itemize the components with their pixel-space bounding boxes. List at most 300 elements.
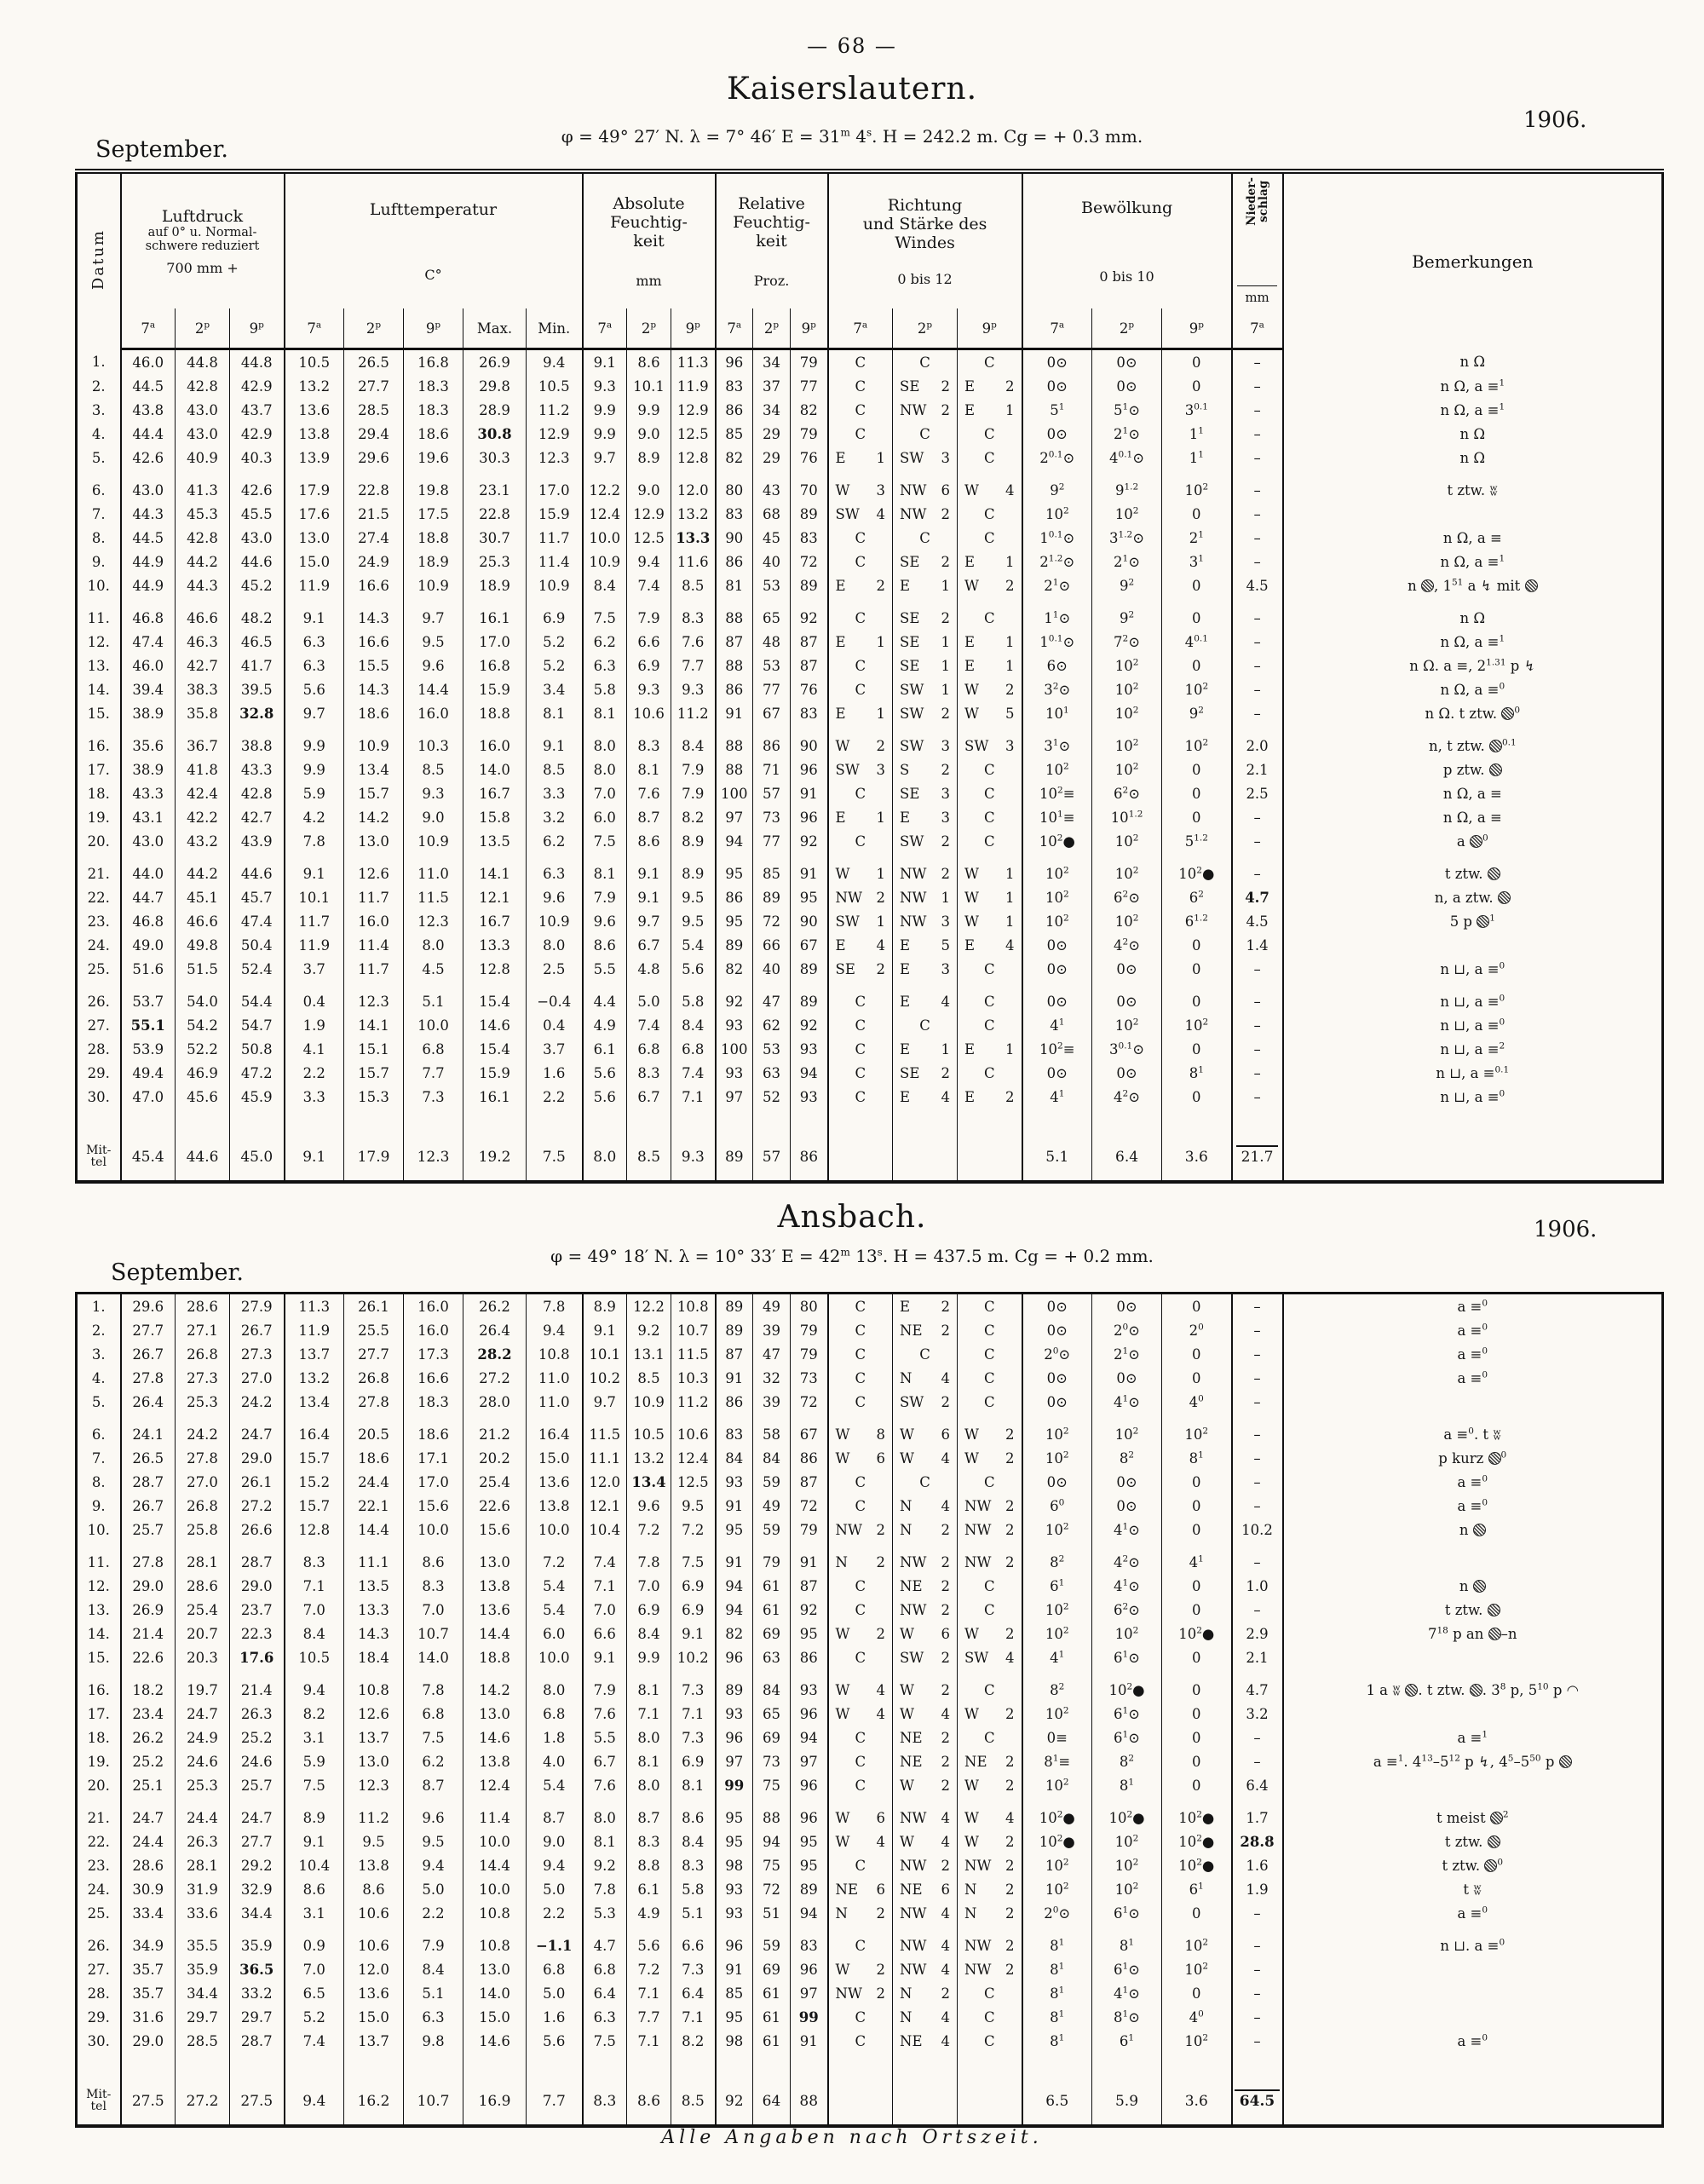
value-cell: $8^2$ — [1092, 1446, 1162, 1470]
value-cell: 7.7 — [627, 2005, 671, 2029]
value-cell: – — [1232, 1085, 1283, 1109]
value-cell: 13.2 — [671, 502, 716, 526]
value-cell: 69 — [753, 1957, 791, 1981]
value-cell: 67 — [753, 701, 791, 725]
gap-cell — [893, 1414, 958, 1422]
value-cell: C — [828, 422, 893, 446]
value-cell: 11.7 — [285, 909, 344, 933]
gap-cell — [176, 597, 230, 606]
value-cell: – — [1232, 1013, 1283, 1037]
value-cell: 27.0 — [176, 1470, 230, 1494]
value-cell: 84 — [753, 1678, 791, 1702]
value-cell: 1.8 — [527, 1726, 583, 1749]
gap-cell — [828, 1541, 893, 1550]
value-cell: 96 — [791, 758, 828, 781]
value-cell: 98 — [716, 1853, 753, 1877]
value-cell: C — [958, 1294, 1022, 1319]
value-cell: 6.9 — [627, 654, 671, 677]
datum-cell: 10. — [77, 1518, 121, 1541]
value-cell: 7.0 — [285, 1957, 344, 1981]
value-cell: 15.6 — [463, 1518, 527, 1541]
value-cell: 90 — [716, 526, 753, 550]
gap-cell — [828, 1669, 893, 1678]
datum-cell: 28. — [77, 1981, 121, 2005]
value-cell: $6^1⊙$ — [1092, 1957, 1162, 1981]
value-cell: 89 — [716, 1134, 753, 1182]
value-cell: 8.1 — [627, 758, 671, 781]
value-cell: 24.2 — [230, 1390, 285, 1414]
gap-cell — [583, 1541, 627, 1550]
value-cell: 7.5 — [583, 2029, 627, 2053]
value-cell: 76 — [791, 446, 828, 470]
gap-cell — [176, 1541, 230, 1550]
value-cell: 9.3 — [671, 1134, 716, 1182]
gap-cell — [1022, 1414, 1092, 1422]
value-cell: $5^1$ — [1022, 398, 1092, 422]
value-cell: 28.1 — [176, 1550, 230, 1574]
value-cell: 11.6 — [671, 550, 716, 573]
gap-cell — [1162, 1414, 1232, 1422]
value-cell: 16.9 — [463, 2078, 527, 2126]
value-cell: W 8 — [828, 1422, 893, 1446]
kaiserslautern-body — [77, 349, 1663, 1183]
value-cell: E 1 — [828, 630, 893, 654]
bemerkung-cell: p ztw. — [1283, 758, 1663, 781]
value-cell: C — [828, 1318, 893, 1342]
value-cell: 14.1 — [463, 861, 527, 885]
value-cell: 24.1 — [121, 1422, 176, 1446]
value-cell: 96 — [716, 1645, 753, 1669]
value-cell: 44.7 — [121, 885, 176, 909]
value-cell: $3^1$ — [1162, 550, 1232, 573]
value-cell: 10.9 — [583, 550, 627, 573]
value-cell: 22.8 — [463, 502, 527, 526]
value-cell: SE 2 — [893, 374, 958, 398]
value-cell: C — [958, 758, 1022, 781]
value-cell: 10.0 — [463, 1877, 527, 1901]
value-cell: 0 — [1162, 654, 1232, 677]
value-cell: 8.0 — [627, 1773, 671, 1797]
value-cell: 9.9 — [285, 758, 344, 781]
value-cell: C — [958, 2029, 1022, 2053]
gap-cell — [77, 981, 121, 989]
value-cell: W 2 — [958, 1622, 1022, 1645]
value-cell: 65 — [753, 606, 791, 630]
value-cell: 8.5 — [671, 2078, 716, 2126]
value-cell: 5.5 — [583, 957, 627, 981]
gap-cell — [893, 725, 958, 734]
gap-cell — [716, 1797, 753, 1806]
bemerkung-cell — [1283, 933, 1663, 957]
gap-cell — [176, 470, 230, 478]
value-cell: 43.9 — [230, 829, 285, 853]
table-row — [77, 885, 1663, 909]
value-cell: 7.9 — [671, 758, 716, 781]
value-cell: NE 6 — [828, 1877, 893, 1901]
value-cell: 38.9 — [121, 701, 176, 725]
value-cell: 13.0 — [463, 1550, 527, 1574]
value-cell: 42.9 — [230, 422, 285, 446]
value-cell: 13.8 — [527, 1494, 583, 1518]
value-cell: $10^2$ — [1092, 861, 1162, 885]
value-cell: 13.0 — [285, 526, 344, 550]
gap-cell — [753, 1414, 791, 1422]
gap-cell — [1092, 1541, 1162, 1550]
table-row — [77, 1957, 1663, 1981]
gap-cell — [1092, 2053, 1162, 2078]
value-cell: NW 2 — [893, 1598, 958, 1622]
value-cell: 30.7 — [463, 526, 527, 550]
gap-cell — [285, 725, 344, 734]
value-cell: 17.1 — [404, 1446, 463, 1470]
value-cell: – — [1232, 398, 1283, 422]
value-cell: 18.9 — [463, 573, 527, 597]
value-cell: 10.9 — [344, 734, 404, 758]
value-cell: E 1 — [958, 654, 1022, 677]
value-cell: $4^2⊙$ — [1092, 1085, 1162, 1109]
value-cell: 77 — [791, 374, 828, 398]
value-cell: 17.9 — [344, 1134, 404, 1182]
value-cell: $10^2$ — [1092, 1830, 1162, 1853]
mittel-row — [77, 2078, 1663, 2126]
value-cell: 44.6 — [230, 861, 285, 885]
datum-cell: 23. — [77, 909, 121, 933]
value-cell: 77 — [753, 677, 791, 701]
value-cell: 91 — [791, 2029, 828, 2053]
value-cell: 7.9 — [671, 781, 716, 805]
value-cell: 15.2 — [285, 1470, 344, 1494]
value-cell: 6.3 — [404, 2005, 463, 2029]
value-cell: NE 2 — [893, 1749, 958, 1773]
value-cell: 18.6 — [344, 701, 404, 725]
gap-cell — [121, 1414, 176, 1422]
value-cell: 61 — [753, 1574, 791, 1598]
value-cell: SW 1 — [828, 909, 893, 933]
value-cell: 83 — [791, 701, 828, 725]
value-cell: E 1 — [828, 446, 893, 470]
bemerkung-cell: t ztw. $^0$ — [1283, 1853, 1663, 1877]
value-cell: 10.4 — [285, 1853, 344, 1877]
value-cell: 6.7 — [627, 933, 671, 957]
value-cell: 13.5 — [344, 1574, 404, 1598]
value-cell: 64.5 — [1232, 2078, 1283, 2126]
value-cell: 25.7 — [230, 1773, 285, 1797]
gap-cell — [671, 1414, 716, 1422]
value-cell: 53 — [753, 654, 791, 677]
value-cell: 35.7 — [121, 1957, 176, 1981]
gap-cell — [527, 1925, 583, 1933]
bemerkung-cell: a ≡$^0$ — [1283, 2029, 1663, 2053]
value-cell: 11.7 — [344, 957, 404, 981]
gap-cell — [404, 1669, 463, 1678]
value-cell: 86 — [716, 885, 753, 909]
table-row — [77, 398, 1663, 422]
gap-cell — [463, 1797, 527, 1806]
bemerkung-cell: n, a ztw. — [1283, 885, 1663, 909]
value-cell: C — [828, 829, 893, 853]
value-cell: 27.8 — [176, 1446, 230, 1470]
value-cell: 24.7 — [230, 1422, 285, 1446]
group-gap-row — [77, 470, 1663, 478]
bemerkung-cell: a $^0$ — [1283, 829, 1663, 853]
table-row — [77, 2005, 1663, 2029]
value-cell: 0⊙ — [1022, 1061, 1092, 1085]
bemerkung-cell — [1283, 1550, 1663, 1574]
gap-cell — [893, 2053, 958, 2078]
value-cell: 7.6 — [583, 1773, 627, 1797]
gap-cell — [893, 470, 958, 478]
value-cell: 7.8 — [404, 1678, 463, 1702]
value-cell: 6.8 — [527, 1702, 583, 1726]
value-cell: 12.5 — [627, 526, 671, 550]
gap-cell — [77, 597, 121, 606]
value-cell: 76 — [791, 677, 828, 701]
value-cell: 13.2 — [627, 1446, 671, 1470]
value-cell: 33.6 — [176, 1901, 230, 1925]
value-cell: 15.1 — [344, 1037, 404, 1061]
value-cell: 97 — [791, 1981, 828, 2005]
gap-cell — [1232, 470, 1283, 478]
value-cell: 27.8 — [121, 1366, 176, 1390]
value-cell: SW 3 — [893, 446, 958, 470]
table-row — [77, 1470, 1663, 1494]
value-cell: 9.1 — [627, 861, 671, 885]
value-cell: 88 — [716, 758, 753, 781]
value-cell: 13.3 — [671, 526, 716, 550]
value-cell: $10^2●$ — [1022, 1830, 1092, 1853]
value-cell: 27.2 — [176, 2078, 230, 2126]
value-cell: W 4 — [893, 1830, 958, 1853]
gap-cell — [753, 470, 791, 478]
value-cell: 9.1 — [671, 1622, 716, 1645]
value-cell: 50.8 — [230, 1037, 285, 1061]
value-cell: 94 — [791, 1726, 828, 1749]
value-cell: 2.1 — [1232, 1645, 1283, 1669]
value-cell: W 4 — [893, 1446, 958, 1470]
value-cell: N 2 — [893, 1518, 958, 1541]
value-cell: 7.1 — [285, 1574, 344, 1598]
value-cell: NE 2 — [958, 1749, 1022, 1773]
gap-cell — [791, 597, 828, 606]
value-cell: $6^0$ — [1022, 1494, 1092, 1518]
gap-cell — [1162, 853, 1232, 861]
value-cell: 7.3 — [671, 1726, 716, 1749]
col-relative-feuchtigkeit: Relative Feuchtig- keit Proz. — [716, 171, 828, 308]
value-cell: 9.5 — [671, 885, 716, 909]
value-cell: 8.0 — [404, 933, 463, 957]
value-cell: – — [1232, 829, 1283, 853]
gap-cell — [716, 1109, 753, 1134]
value-cell: $10^2$ — [1092, 654, 1162, 677]
gap-cell — [1162, 470, 1232, 478]
value-cell: 87 — [791, 654, 828, 677]
value-cell: NW 2 — [893, 398, 958, 422]
value-cell: 17.5 — [404, 502, 463, 526]
value-cell: 8.2 — [671, 805, 716, 829]
value-cell: 95 — [716, 861, 753, 885]
value-cell: 8.4 — [671, 1830, 716, 1853]
bemerkung-cell: n ⊔, a ≡$^0$ — [1283, 1085, 1663, 1109]
month-label-kaiserslautern: September. — [95, 136, 228, 163]
value-cell: $4^1⊙$ — [1092, 1390, 1162, 1414]
value-cell: NE 6 — [893, 1877, 958, 1901]
value-cell: 1.6 — [527, 2005, 583, 2029]
value-cell: 8.6 — [627, 349, 671, 375]
value-cell: 34.4 — [230, 1901, 285, 1925]
value-cell: 6.6 — [671, 1933, 716, 1957]
value-cell: C — [893, 1470, 958, 1494]
value-cell: 13.5 — [463, 829, 527, 853]
value-cell: 10.2 — [583, 1366, 627, 1390]
value-cell: 83 — [716, 502, 753, 526]
value-cell: 44.6 — [230, 550, 285, 573]
table-row — [77, 1294, 1663, 1319]
subheader-times: 7$^a$ 2$^p$ 9$^p$ 7$^a$ 2$^p$ 9$^p$ Max. Min. 7$^a$ 2$^p$ 9$^p$ 7$^a$ 2$^p$ 9$^p$ 7$^a$ 2$^p$ 9$^p$ 7$^a$ 2$^p$ 9$^p$ 7$^a$ — [77, 308, 1663, 349]
value-cell — [958, 1134, 1022, 1182]
value-cell: 13.8 — [463, 1574, 527, 1598]
gap-cell — [583, 853, 627, 861]
bemerkung-cell — [1283, 2078, 1663, 2126]
value-cell: NW 4 — [893, 1933, 958, 1957]
value-cell: 4.1 — [285, 1037, 344, 1061]
value-cell: 0 — [1162, 933, 1232, 957]
value-cell: $10^1$ — [1022, 701, 1092, 725]
table-row — [77, 502, 1663, 526]
gap-cell — [77, 853, 121, 861]
value-cell: 24.4 — [121, 1830, 176, 1853]
gap-cell — [285, 981, 344, 989]
value-cell: 27.7 — [230, 1830, 285, 1853]
value-cell: – — [1232, 374, 1283, 398]
value-cell: 5.1 — [1022, 1134, 1092, 1182]
value-cell: 12.9 — [527, 422, 583, 446]
gap-cell — [893, 1797, 958, 1806]
value-cell: 80 — [791, 1294, 828, 1319]
value-cell: 85 — [716, 1981, 753, 2005]
value-cell: – — [1232, 1726, 1283, 1749]
value-cell: C — [958, 1574, 1022, 1598]
value-cell: 5.2 — [285, 2005, 344, 2029]
value-cell: 30.8 — [463, 422, 527, 446]
value-cell: – — [1232, 1933, 1283, 1957]
value-cell: 9.5 — [671, 909, 716, 933]
datum-cell: 29. — [77, 1061, 121, 1085]
gap-cell — [1283, 1669, 1663, 1678]
value-cell: $10^2$ — [1022, 909, 1092, 933]
value-cell: 6.8 — [404, 1702, 463, 1726]
value-cell: 4.7 — [583, 1933, 627, 1957]
value-cell: 93 — [716, 1470, 753, 1494]
value-cell: 28.9 — [463, 398, 527, 422]
value-cell: 22.8 — [344, 478, 404, 502]
value-cell: W 2 — [893, 1678, 958, 1702]
table-row — [77, 478, 1663, 502]
value-cell: N 4 — [893, 2005, 958, 2029]
value-cell: 91 — [716, 701, 753, 725]
datum-cell: 26. — [77, 1933, 121, 1957]
value-cell: C — [828, 781, 893, 805]
value-cell: N 4 — [893, 1366, 958, 1390]
value-cell: 45 — [753, 526, 791, 550]
value-cell: $5^{1.2}$ — [1162, 829, 1232, 853]
value-cell: 13.3 — [344, 1598, 404, 1622]
gap-cell — [791, 1109, 828, 1134]
value-cell: 5.6 — [285, 677, 344, 701]
value-cell: 0⊙ — [1092, 1470, 1162, 1494]
value-cell: 89 — [791, 502, 828, 526]
value-cell: 13.0 — [344, 1749, 404, 1773]
value-cell: 4.7 — [1232, 1678, 1283, 1702]
gap-cell — [527, 470, 583, 478]
value-cell: 16.6 — [344, 630, 404, 654]
gap-cell — [1022, 981, 1092, 989]
value-cell: 0 — [1162, 989, 1232, 1013]
value-cell: W 4 — [828, 1678, 893, 1702]
value-cell: 83 — [791, 1933, 828, 1957]
gap-cell — [627, 725, 671, 734]
value-cell: 43.7 — [230, 398, 285, 422]
value-cell: 87 — [791, 1470, 828, 1494]
value-cell: 93 — [791, 1085, 828, 1109]
value-cell: 10.9 — [527, 573, 583, 597]
value-cell: 11.7 — [344, 885, 404, 909]
value-cell: SE 2 — [828, 957, 893, 981]
gap-cell — [1283, 1797, 1663, 1806]
value-cell: 69 — [753, 1622, 791, 1645]
value-cell: 11.9 — [671, 374, 716, 398]
value-cell: 6.7 — [583, 1749, 627, 1773]
value-cell: 12.4 — [463, 1773, 527, 1797]
value-cell: SE 3 — [893, 781, 958, 805]
value-cell: W 6 — [828, 1446, 893, 1470]
value-cell: 9.2 — [627, 1318, 671, 1342]
value-cell: 9.0 — [527, 1830, 583, 1853]
value-cell: 8.5 — [627, 1134, 671, 1182]
table-row — [77, 805, 1663, 829]
value-cell: 89 — [716, 1318, 753, 1342]
value-cell: 10.0 — [463, 1830, 527, 1853]
value-cell: NW 1 — [893, 885, 958, 909]
table-row — [77, 1550, 1663, 1574]
value-cell: – — [1232, 630, 1283, 654]
gap-cell — [716, 1541, 753, 1550]
value-cell: NW 2 — [958, 1853, 1022, 1877]
gap-cell — [671, 853, 716, 861]
gap-cell — [285, 853, 344, 861]
gap-cell — [230, 597, 285, 606]
value-cell: 12.0 — [671, 478, 716, 502]
value-cell: – — [1232, 2029, 1283, 2053]
table-row — [77, 1622, 1663, 1645]
value-cell: 92 — [716, 2078, 753, 2126]
gap-cell — [791, 981, 828, 989]
value-cell: SW 3 — [958, 734, 1022, 758]
value-cell: 50.4 — [230, 933, 285, 957]
value-cell: 4.9 — [583, 1013, 627, 1037]
gap-cell — [121, 1109, 176, 1134]
gap-cell — [627, 2053, 671, 2078]
value-cell: W 2 — [828, 734, 893, 758]
value-cell: 2.2 — [527, 1085, 583, 1109]
value-cell: 0⊙ — [1022, 933, 1092, 957]
value-cell: $10^2$ — [1092, 1622, 1162, 1645]
value-cell: 14.6 — [463, 2029, 527, 2053]
value-cell: 0 — [1162, 1678, 1232, 1702]
value-cell: 8.4 — [627, 1622, 671, 1645]
gap-cell — [121, 470, 176, 478]
value-cell: 7.3 — [404, 1085, 463, 1109]
value-cell: – — [1232, 422, 1283, 446]
